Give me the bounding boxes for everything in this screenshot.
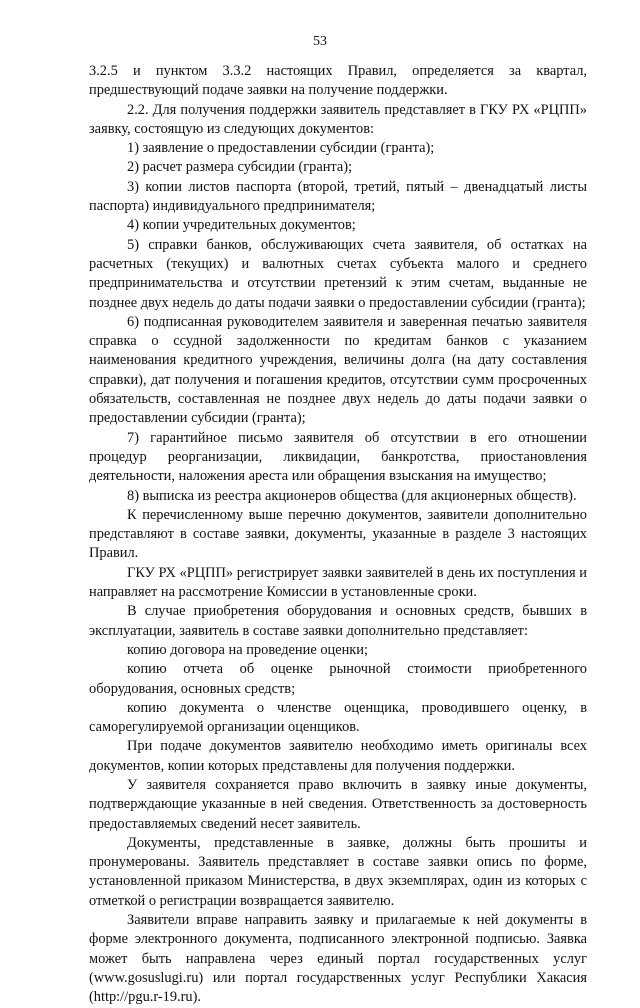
paragraph-originals: При подаче документов заявителю необходимо иметь оригиналы всех документов, копии которых представлены для получения поддержки. — [89, 738, 587, 774]
list-item-7: 7) гарантийное письмо заявителя об отсутствии в его отношении процедур реорганизации, ликвидации, банкротства, приостановления деятельности, наложения ареста или обращения взыскания на имущество; — [89, 429, 587, 485]
paragraph-electronic: Заявители вправе направить заявку и прилагаемые к ней документы в форме электронного документа, подписанного электронной подписью. Заявка может быть направлена через единый портал государственных услуг (www.gosuslugi.ru) или портал государственных услуг Республики Хакасия (http://pgu.r-19.ru). — [89, 912, 587, 1006]
paragraph-binding: Документы, представленные в заявке, должны быть прошиты и пронумерованы. Заявитель представляет в составе заявки опись по форме, установленной приказом Министерства, в двух экземплярах, один из которых с отметкой о регистрации возвращается заявителю. — [89, 834, 587, 909]
list-item-1: 1) заявление о предоставлении субсидии (гранта); — [127, 140, 435, 157]
paragraph-used-equipment: В случае приобретения оборудования и основных средств, бывших в эксплуатации, заявитель в составе заявки дополнительно представляет: — [89, 603, 587, 639]
page-number: 53 — [313, 34, 327, 49]
paragraph-2-2: 2.2. Для получения поддержки заявитель представляет в ГКУ РХ «РЦПП» заявку, состоящую из следующих документов: — [89, 101, 587, 137]
document-body — [89, 62, 587, 1008]
paragraph-additional-docs: К перечисленному выше перечню документов, заявители дополнительно представляют в составе заявки, документы, указанные в разделе 3 настоящих Правил. — [89, 506, 587, 562]
list-item-4: 4) копии учредительных документов; — [127, 217, 356, 234]
list-item-3: 3) копии листов паспорта (второй, третий, пятый – двенадцатый листы паспорта) индивидуального предпринимателя; — [89, 178, 587, 215]
equipment-item-2: копию отчета об оценке рыночной стоимости приобретенного оборудования, основных средств; — [89, 661, 587, 697]
paragraph-other-docs: У заявителя сохраняется право включить в заявку иные документы, подтверждающие указанные в ней сведения. Ответственность за достоверность предоставляемых сведений несет заявитель. — [89, 776, 587, 832]
list-item-5: 5) справки банков, обслуживающих счета заявителя, об остатках на расчетных (текущих) и валютных счетах субъекта малого и среднего предпринимательства и отсутствии претензий к этим счетам, выданные не позднее двух недель до даты подачи заявки о предоставлении субсидии (гранта); — [89, 236, 587, 311]
paragraph-registration: ГКУ РХ «РЦПП» регистрирует заявки заявителей в день их поступления и направляет на рассмотрение Комиссии в установленные сроки. — [89, 564, 587, 601]
equipment-item-1: копию договора на проведение оценки; — [127, 641, 368, 658]
equipment-item-3: копию документа о членстве оценщика, проводившего оценку, в саморегулируемой организации оценщиков. — [89, 699, 587, 736]
list-item-8: 8) выписка из реестра акционеров общества (для акционерных обществ). — [127, 487, 577, 504]
paragraph-continuation: 3.2.5 и пунктом 3.3.2 настоящих Правил, определяется за квартал, предшествующий подаче заявки на получение поддержки. — [89, 63, 587, 99]
list-item-6: 6) подписанная руководителем заявителя и заверенная печатью заявителя справка о ссудной задолженности по кредитам банков с указанием наименования кредитного учреждения, величины долга (на дату составления справки), дат получения и погашения кредитов, отсутствии сумм просроченных обязательств, составленная не позднее двух недель до даты подачи заявки о предоставлении субсидии (гранта); — [89, 313, 587, 427]
list-item-2: 2) расчет размера субсидии (гранта); — [127, 159, 353, 176]
